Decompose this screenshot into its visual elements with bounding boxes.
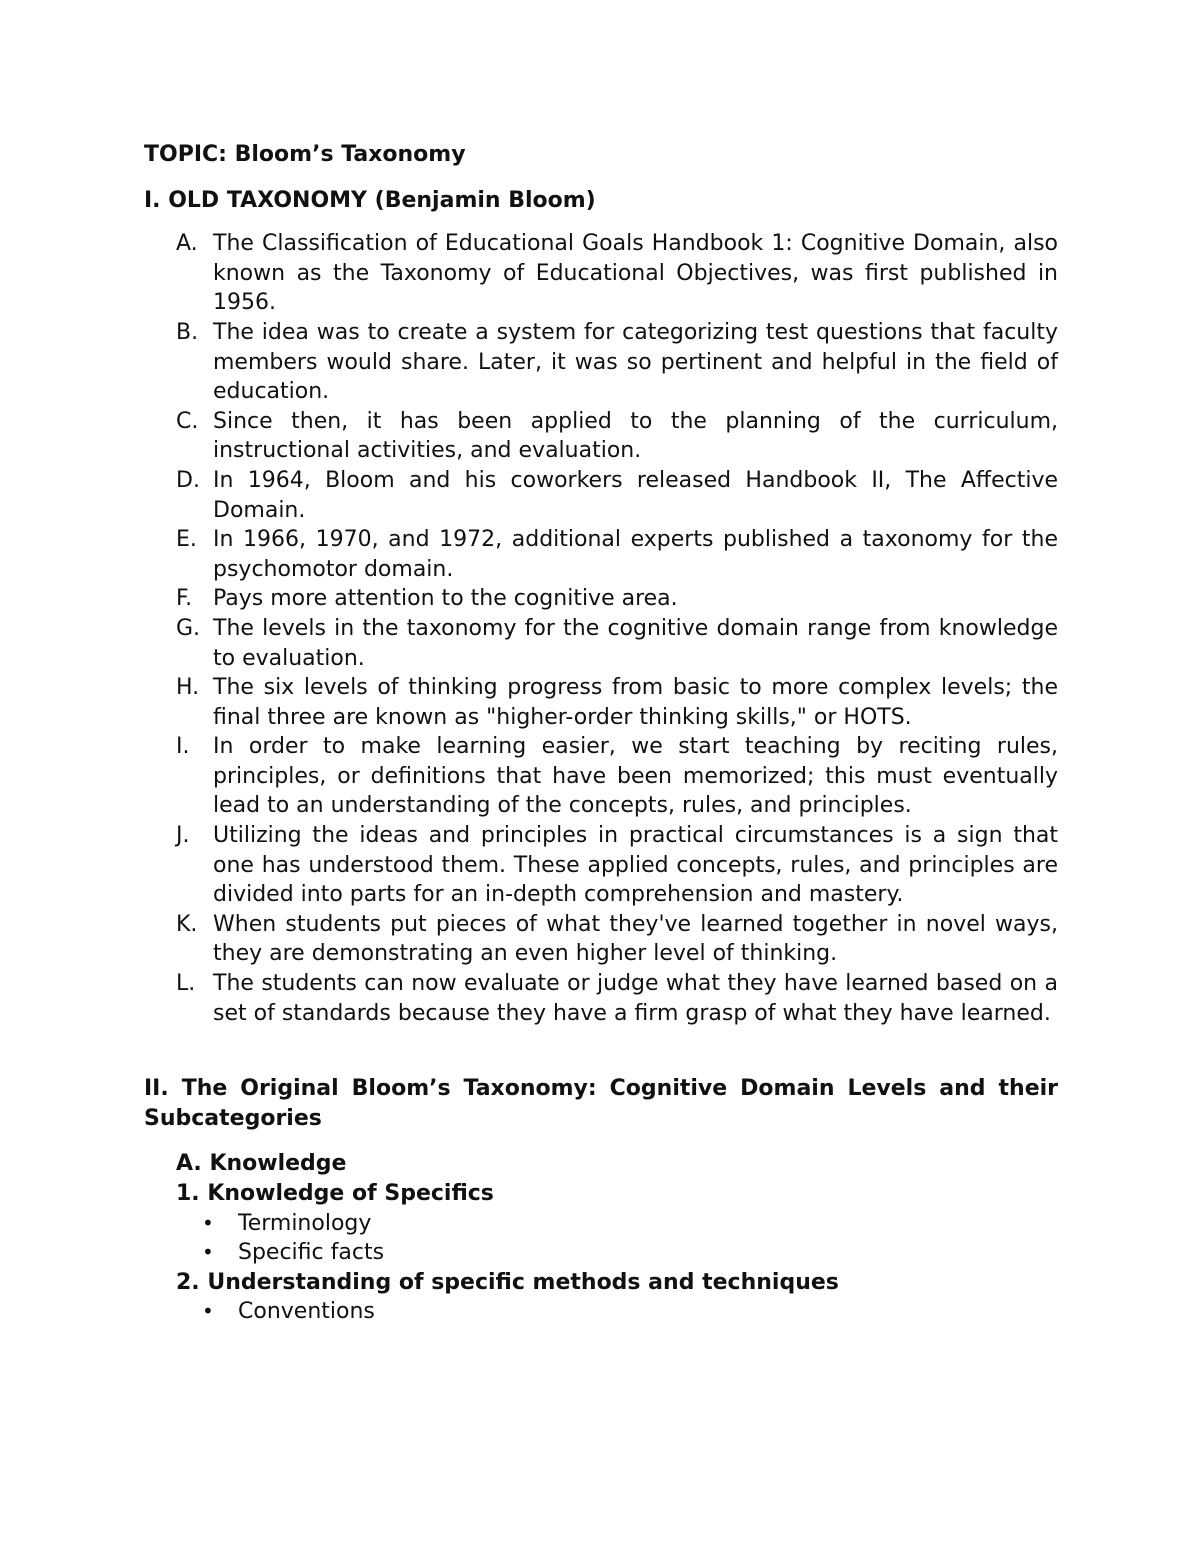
bullet-item	[144, 1238, 1058, 1268]
list-marker: A.	[176, 231, 198, 257]
list-marker: K.	[176, 911, 198, 937]
bullet-item	[144, 1297, 1058, 1327]
document-body	[144, 140, 1058, 1327]
list-marker: F.	[176, 586, 193, 612]
list-item-text: The idea was to create a system for categorizing test questions that faculty members would share. Later, it was so pertinent and helpful in the field of education.	[213, 319, 1058, 405]
list-item	[144, 614, 1058, 673]
list-marker: J.	[176, 823, 190, 849]
subcategory-heading-knowledge-of-specifics: 1. Knowledge of Specifics	[176, 1181, 494, 1206]
list-item	[144, 525, 1058, 584]
list-item	[144, 318, 1058, 407]
list-item-text: Utilizing the ideas and principles in practical circumstances is a sign that one has understood them. These applied concepts, rules, and principles are divided into parts for an in-depth comprehension and mastery.	[213, 823, 1058, 908]
list-marker: C.	[176, 408, 199, 434]
list-marker: H.	[176, 675, 200, 701]
bullet-text: Terminology	[238, 1210, 372, 1236]
list-item-text: The six levels of thinking progress from basic to more complex levels; the final three are known as "higher-order thinking skills," or HOTS.	[213, 675, 1058, 730]
subcategory-heading-methods-and-techniques: 2. Understanding of specific methods and techniques	[176, 1269, 839, 1295]
section-heading-old-taxonomy: I. OLD TAXONOMY (Benjamin Bloom)	[144, 187, 596, 213]
list-item-text: Since then, it has been applied to the planning of the curriculum, instructional activities, and evaluation.	[213, 408, 1058, 464]
list-item-text: In 1964, Bloom and his coworkers released Handbook II, The Affective Domain.	[213, 467, 1058, 523]
old-taxonomy-list	[144, 229, 1058, 1028]
list-item	[144, 732, 1058, 821]
section-heading-original-taxonomy: II. The Original Bloom’s Taxonomy: Cognitive Domain Levels and their Subcategories	[144, 1076, 1058, 1131]
topic-title: TOPIC: Bloom’s Taxonomy	[144, 142, 466, 167]
list-marker: E.	[176, 527, 197, 553]
list-item-text: The Classification of Educational Goals Handbook 1: Cognitive Domain, also known as the Taxonomy of Educational Objectives, was first published in 1956.	[213, 231, 1058, 316]
list-item	[144, 910, 1058, 969]
list-item	[144, 584, 1058, 614]
bullet-item	[144, 1209, 1058, 1239]
bullet-text: Specific facts	[238, 1240, 385, 1266]
level-knowledge-heading: A. Knowledge	[176, 1151, 347, 1177]
bullet-glyph: •	[202, 1240, 214, 1265]
list-item	[144, 466, 1058, 525]
list-item	[144, 673, 1058, 732]
list-item-text: Pays more attention to the cognitive area.	[213, 586, 678, 612]
list-marker: G.	[176, 615, 201, 641]
bullet-glyph: •	[202, 1299, 214, 1324]
list-marker: I.	[176, 734, 190, 760]
list-item	[144, 821, 1058, 910]
bullet-glyph: •	[202, 1210, 214, 1235]
list-item	[144, 229, 1058, 318]
list-item-text: When students put pieces of what they've learned together in novel ways, they are demonstrating an even higher level of thinking.	[213, 911, 1058, 967]
list-item-text: In 1966, 1970, and 1972, additional experts published a taxonomy for the psychomotor domain.	[213, 527, 1058, 582]
list-marker: B.	[176, 319, 199, 345]
list-item-text: The levels in the taxonomy for the cognitive domain range from knowledge to evaluation.	[213, 615, 1058, 671]
list-marker: D.	[176, 467, 200, 493]
list-marker: L.	[176, 971, 196, 997]
list-item-text: The students can now evaluate or judge what they have learned based on a set of standards because they have a firm grasp of what they have learned.	[213, 971, 1058, 1026]
bullet-text: Conventions	[238, 1299, 375, 1325]
list-item-text: In order to make learning easier, we start teaching by reciting rules, principles, or definitions that have been memorized; this must eventually lead to an understanding of the concepts, rules, and principles.	[213, 734, 1058, 819]
list-item	[144, 969, 1058, 1028]
list-item	[144, 407, 1058, 466]
